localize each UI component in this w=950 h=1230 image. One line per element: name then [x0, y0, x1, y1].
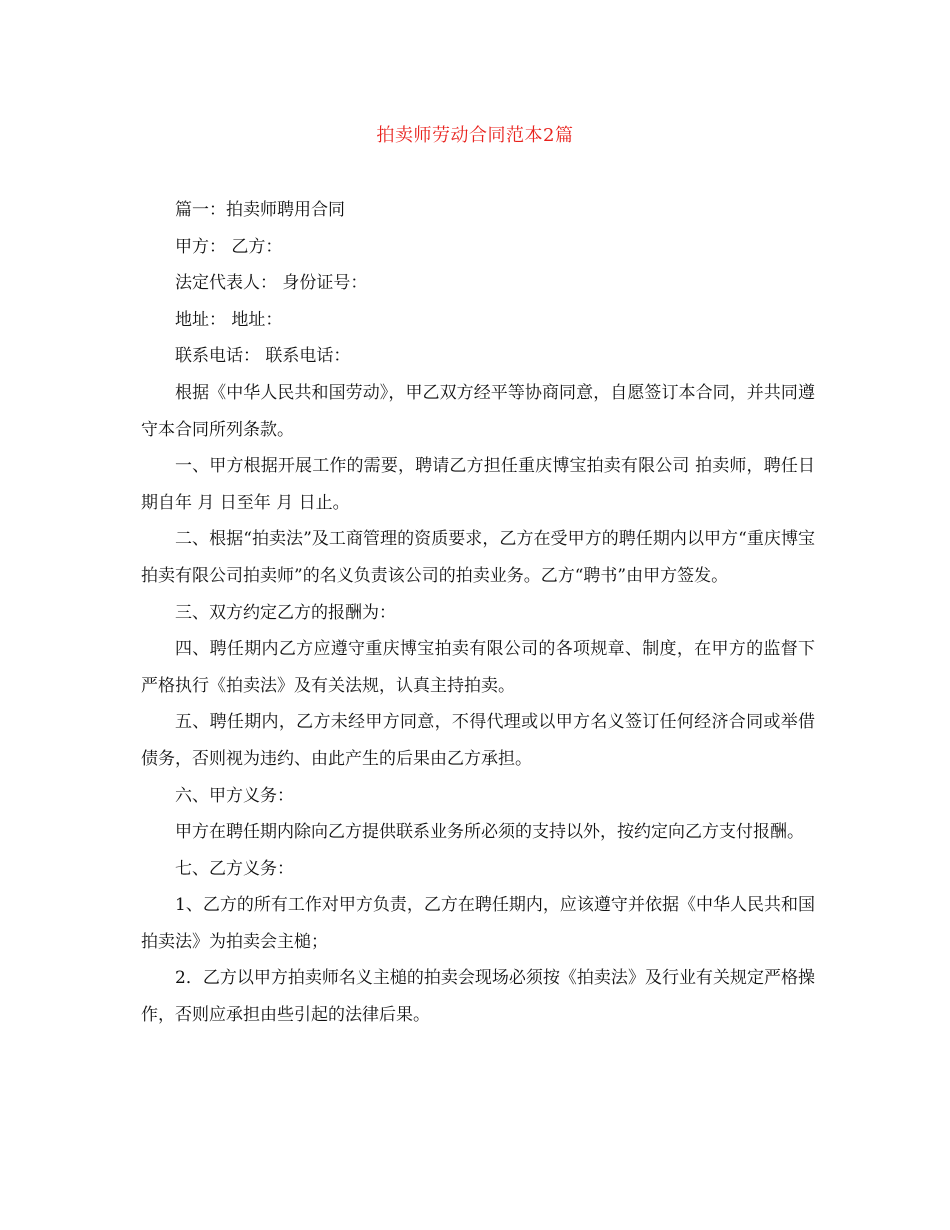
paragraph-clause-3: 三、双方约定乙方的报酬为： [175, 602, 396, 623]
document-title: 拍卖师劳动合同范本2篇 [376, 125, 574, 146]
paragraph-clause-6-body: 甲方在聘任期内除向乙方提供联系业务所必须的支持以外，按约定向乙方支付报酬。 [175, 822, 804, 843]
paragraph-phone: 联系电话： 联系电话： [175, 346, 351, 367]
paragraph-preamble: 根据《中华人民共和国劳动》，甲乙双方经平等协商同意，自愿签订本合同，并共同遵守本合同所列条款。 [141, 382, 815, 440]
paragraph-clause-4: 四、聘任期内乙方应遵守重庆博宝拍卖有限公司的各项规章、制度，在甲方的监督下严格执行《拍卖法》及有关法规，认真主持拍卖。 [141, 639, 815, 696]
paragraph-clause-2: 二、根据“拍卖法”及工商管理的资质要求，乙方在受甲方的聘任期内以甲方“重庆博宝拍卖有限公司拍卖师”的名义负责该公司的拍卖业务。乙方“聘书”由甲方签发。 [141, 529, 815, 586]
paragraph-legal-representative: 法定代表人： 身份证号： [175, 273, 368, 294]
paragraph-clause-7-heading: 七、乙方义务： [175, 858, 294, 879]
paragraph-clause-7-item-1: 1、乙方的所有工作对甲方负责，乙方在聘任期内，应该遵守并依据《中华人民共和国拍卖法》为拍卖会主槌； [141, 895, 815, 952]
paragraph-chapter-heading: 篇一：拍卖师聘用合同 [175, 200, 345, 220]
document-body [141, 192, 815, 1034]
paragraph-parties: 甲方： 乙方： [175, 236, 283, 257]
paragraph-clause-7-item-2: 2．乙方以甲方拍卖师名义主槌的拍卖会现场必须按《拍卖法》及行业有关规定严格操作，否则应承担由些引起的法律后果。 [141, 968, 815, 1026]
paragraph-clause-6-heading: 六、甲方义务： [175, 785, 294, 806]
paragraph-clause-1: 一、甲方根据开展工作的需要，聘请乙方担任重庆博宝拍卖有限公司 拍卖师，聘任日期自年 月 日至年 月 日止。 [141, 456, 815, 513]
paragraph-address: 地址： 地址： [175, 309, 283, 330]
paragraph-clause-5: 五、聘任期内，乙方未经甲方同意，不得代理或以甲方名义签订任何经济合同或举借债务，否则视为违约、由此产生的后果由乙方承担。 [141, 712, 815, 769]
